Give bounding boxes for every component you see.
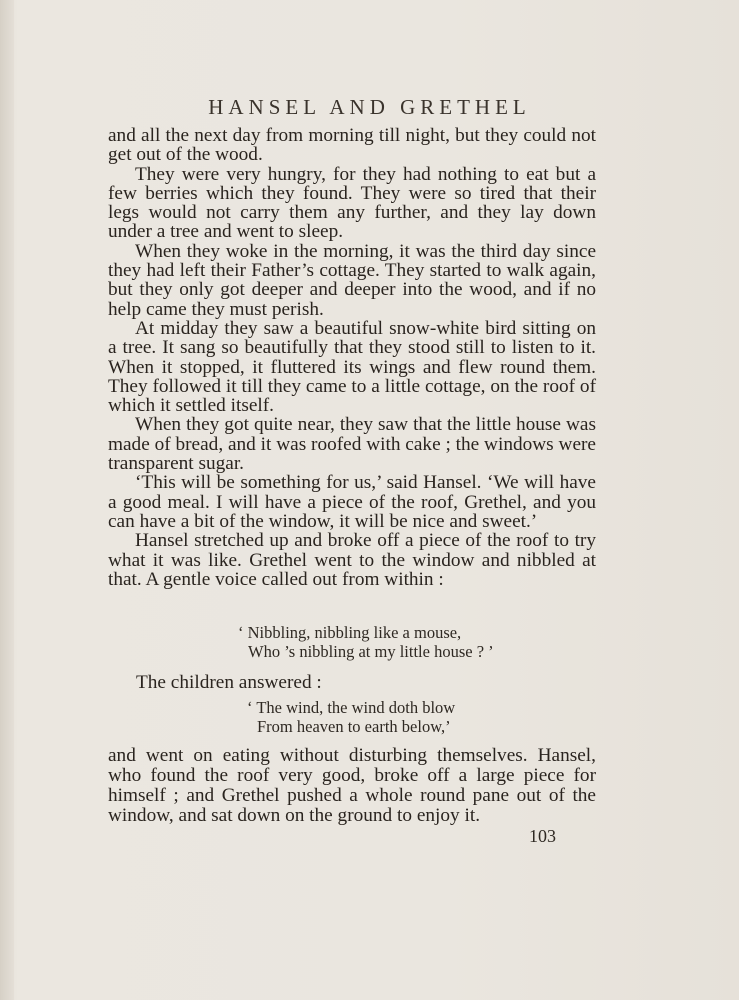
page-number: 103 [529,826,556,846]
paragraph-third-day: When they woke in the morning, it was the third day since they had left their Father’s cottage. They started to walk again, but they only got deeper and deeper into the wood, and if no help came they must perish. [108,240,596,320]
paragraph-hungry: They were very hungry, for they had nothing to eat but a few berries which they found. They were so tired that their legs would not carry them any further, and they lay down under a tree and went to sleep. [108,163,596,243]
paragraph-bread-house: When they got quite near, they saw that the little house was made of bread, and it was roofed with cake ; the windows were transparent sugar. [108,414,596,475]
paragraph-hansel-speech: ‘This will be something for us,’ said Hansel. ‘We will have a good meal. I will have a piece of the roof, Grethel, and you can have a bit of the window, it will be nice and sweet.’ [108,472,596,532]
body-text [108,126,596,589]
verse-line: Who ’s nibbling at my little house ? ’ [248,642,494,661]
verse-children [247,698,455,736]
running-head: HANSEL AND GRETHEL [208,95,531,119]
page-gutter [0,0,14,1000]
paragraph-white-bird: At midday they saw a beautiful snow-white bird sitting on a tree. It sang so beautifully that they stood still to listen to it. When it stopped, it fluttered its wings and flew round them. They followed it till they came to a little cottage, on the roof of which it settled itself. [108,317,596,417]
verse-line: ‘ Nibbling, nibbling like a mouse, [238,623,462,642]
answer-line: The children answered : [136,672,322,693]
verse-line: ‘ The wind, the wind doth blow [247,698,456,717]
paragraph-continued: and all the next day from morning till night, but they could not get out of the wood. [108,125,596,166]
verse-line: From heaven to earth below,’ [257,717,451,736]
paragraph-nibbling: Hansel stretched up and broke off a piece of the roof to try what it was like. Grethel went to the window and nibbled at that. A gentle voice called out from within : [108,530,596,590]
paragraph-closing: and went on eating without disturbing themselves. Hansel, who found the roof very good, broke off a large piece for himself ; and Grethel pushed a whole round pane out of the window, and sat down on the ground to enjoy it. [108,745,596,826]
verse-witch [238,623,494,661]
